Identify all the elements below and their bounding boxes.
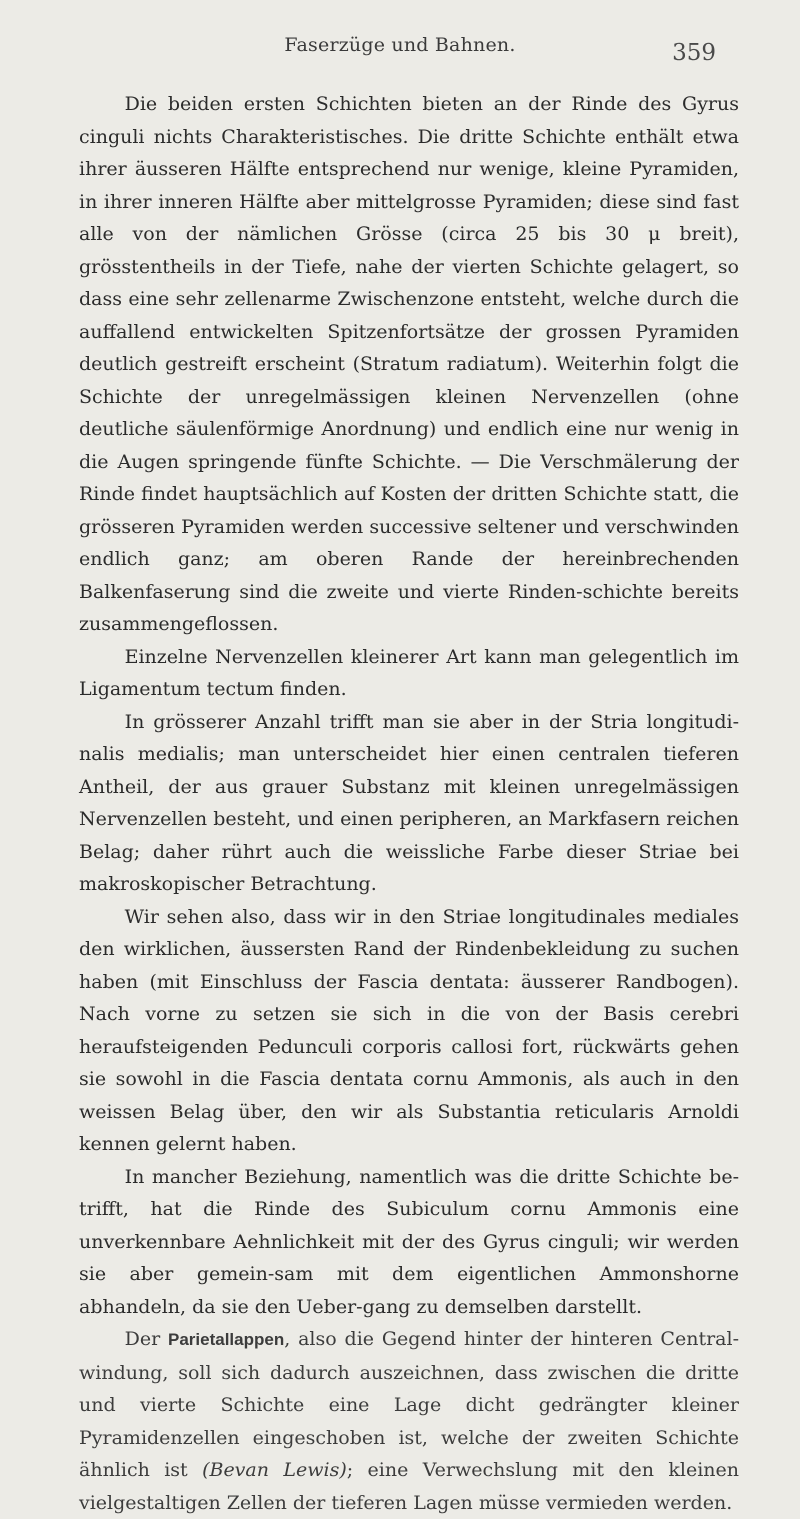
paragraph-6-middle: , also die Gegend hinter der hinteren Central-windung, soll sich dadurch auszeichnen, dass zwischen die dritte und vierte Schichte eine Lage dicht gedrängter kleiner Pyramidenzellen eingeschoben ist, welche der zweiten Schichte ähnlich ist [79,1328,739,1481]
paragraph-4: Wir sehen also, dass wir in den Striae longitudinales mediales den wirklichen, äussersten Rand der Rindenbekleidung zu suchen haben (mit Einschluss der Fascia dentata: äusserer Randbogen). Nach vorne zu setzen sie sich in die von der Basis cerebri heraufsteigenden Pedunculi corporis callosi fort, rückwärts gehen sie sowohl in die Fascia dentata cornu Ammonis, als auch in den weissen Belag über, den wir als Substantia reticularis Arnoldi kennen gelernt haben. [79,905,739,1155]
paragraph-6-suffix: ; eine Verwechslung mit den kleinen vielgestaltigen Zellen der tieferen Lagen müsse vermieden werden. [79,1459,739,1514]
paragraph-2: Einzelne Nervenzellen kleinerer Art kann man gelegentlich im Ligamentum tectum finden. [79,645,739,700]
paragraph-3: In grösserer Anzahl trifft man sie aber in der Stria longitudi-nalis medialis; man unterscheidet hier einen centralen tieferen Antheil, der aus grauer Substanz mit kleinen unregelmässigen Nervenzellen besteht, und einen peripheren, an Markfasern reichen Belag; daher rührt auch die weissliche Farbe dieser Striae bei makroskopischer Betrachtung. [79,710,739,895]
paragraph-6 [79,1323,739,1519]
body-text [79,88,739,1519]
citation-bevan-lewis: (Bevan Lewis) [202,1459,347,1481]
page-header [0,32,800,68]
paragraph-1: Die beiden ersten Schichten bieten an der Rinde des Gyrus cinguli nichts Charakteristisches. Die dritte Schichte enthält etwa ihrer äusseren Hälfte entsprechend nur wenige, kleine Pyramiden, in ihrer inneren Hälfte aber mittelgrosse Pyramiden; diese sind fast alle von der nämlichen Grösse (circa 25 bis 30 μ breit), grösstentheils in der Tiefe, nahe der vierten Schichte gelagert, so dass eine sehr zellenarme Zwischenzone entsteht, welche durch die auffallend entwickelten Spitzenfortsätze der grossen Pyramiden deutlich gestreift erscheint (Stratum radiatum). Weiterhin folgt die Schichte der unregelmässigen kleinen Nervenzellen (ohne deutliche säulenförmige Anordnung) und endlich eine nur wenig in die Augen springende fünfte Schichte. — Die Verschmälerung der Rinde findet hauptsächlich auf Kosten der dritten Schichte statt, die grösseren Pyramiden werden successive seltener und verschwinden endlich ganz; am oberen Rande der hereinbrechenden Balkenfaserung sind die zweite und vierte Rinden-schichte bereits zusammengeflossen. [79,93,739,635]
running-title: Faserzüge und Bahnen. [284,34,516,56]
parietallappen-term: Parietallappen [168,1330,285,1349]
page-number: 359 [672,40,716,66]
paragraph-5: In mancher Beziehung, namentlich was die dritte Schichte be-trifft, hat die Rinde des Subiculum cornu Ammonis eine unverkennbare Aehnlichkeit mit der des Gyrus cinguli; wir werden sie aber gemein-sam mit dem eigentlichen Ammonshorne abhandeln, da sie den Ueber-gang zu demselben darstellt. [79,1165,739,1318]
paragraph-6-prefix: Der [124,1328,168,1350]
